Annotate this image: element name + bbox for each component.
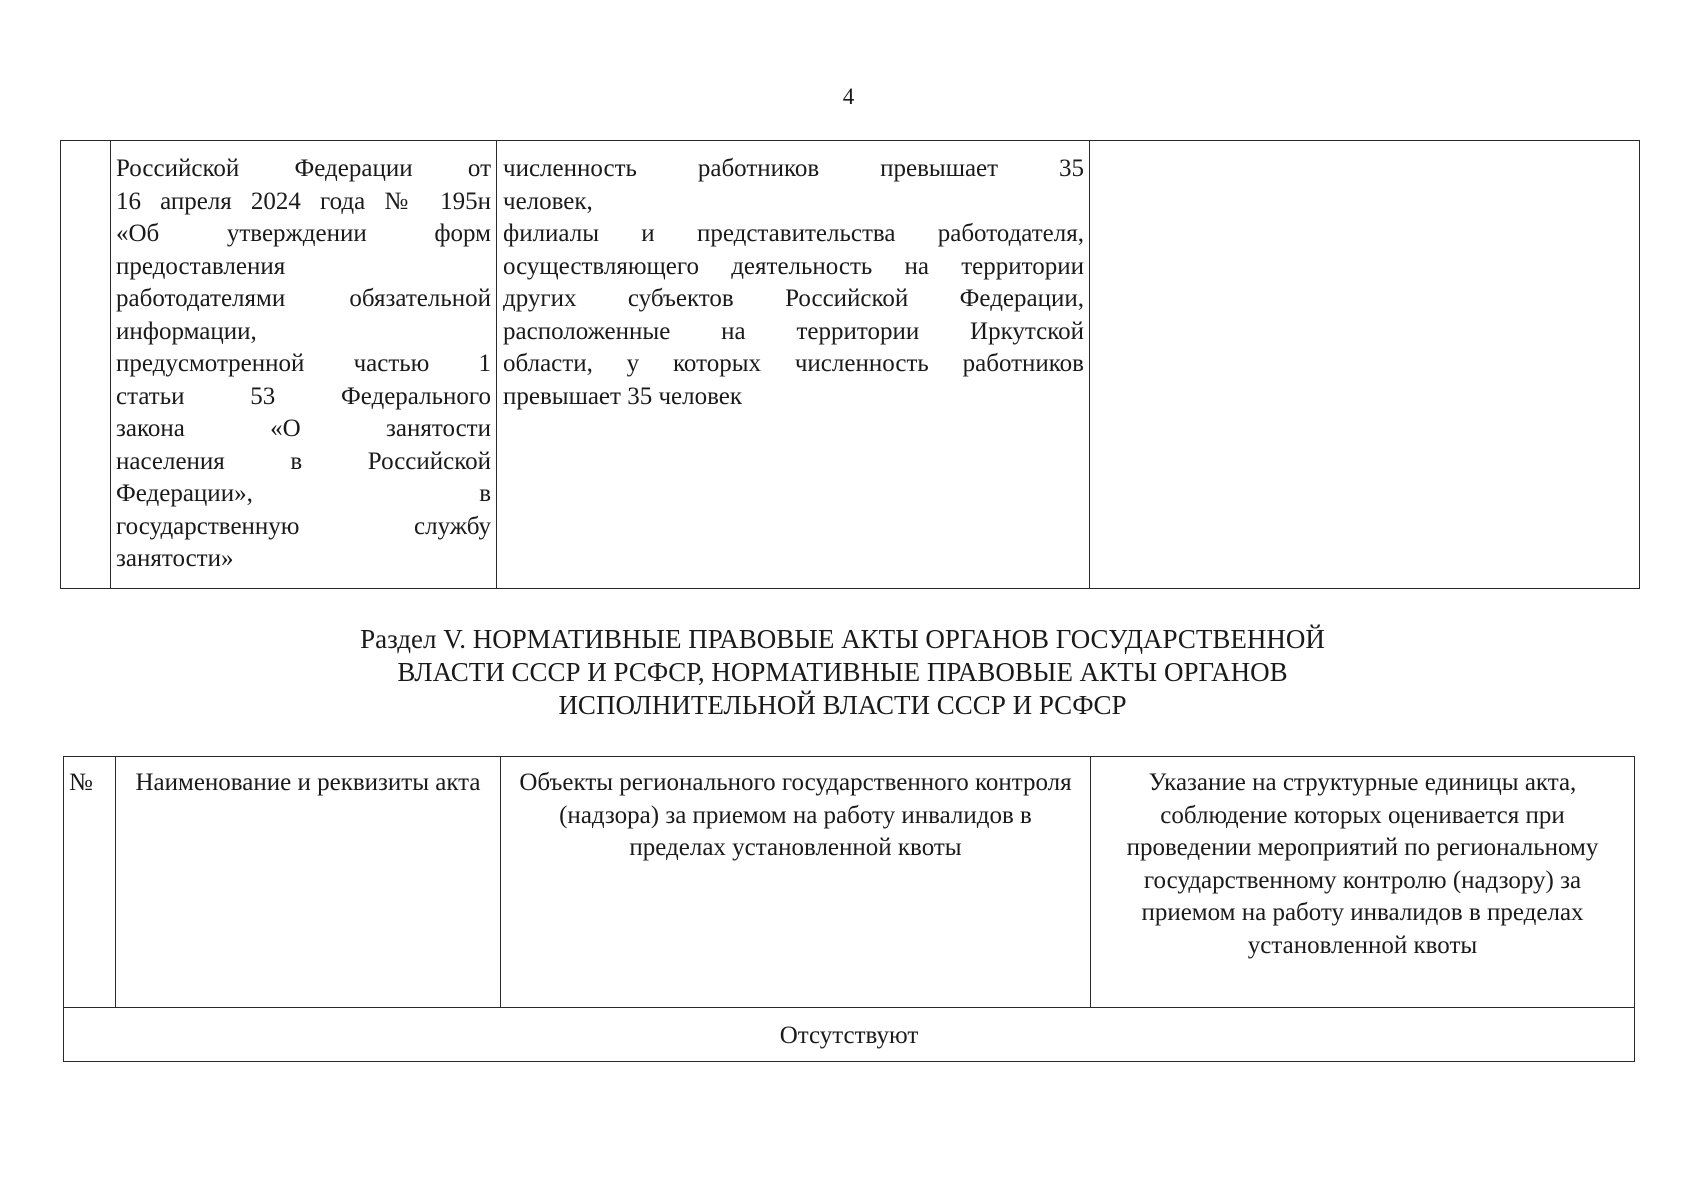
control-objects-line: численность работников превышает 35 (503, 155, 1084, 182)
act-name-line: занятости» (116, 545, 234, 572)
act-name-line: Федерации», в (116, 480, 491, 507)
column-header-number: № (64, 757, 116, 1008)
control-objects-text (497, 141, 1089, 425)
table-row (61, 141, 1640, 589)
control-objects-line: расположенные на территории Иркутской (503, 317, 1084, 345)
act-name-line: «Об утверждении форм (116, 220, 491, 247)
row-number-cell (61, 141, 111, 589)
act-name-line: предоставления (116, 252, 286, 280)
continuation-table (60, 140, 1640, 589)
page-number: 4 (842, 84, 855, 109)
act-name-line: 16 апреля 2024 года № 195н (116, 187, 491, 215)
act-name-line: предусмотренной частью 1 (116, 350, 491, 377)
column-header-act-name: Наименование и реквизиты акта (116, 757, 501, 1008)
column-header-control-objects: Объекты регионального государственного контроля (надзора) за приемом на работу инвалидов в пределах установленной квоты (501, 757, 1091, 1008)
section-v-table (63, 756, 1635, 1062)
act-name-text (111, 141, 496, 588)
section-heading-line: ИСПОЛНИТЕЛЬНОЙ ВЛАСТИ СССР И РСФСР (558, 690, 1127, 720)
control-objects-line: других субъектов Российской Федерации, (503, 285, 1084, 312)
structural-units-cell (1090, 141, 1640, 589)
section-heading-line: Раздел V. НОРМАТИВНЫЕ ПРАВОВЫЕ АКТЫ ОРГАНОВ ГОСУДАРСТВЕННОЙ (360, 624, 1325, 654)
column-header-structural-units: Указание на структурные единицы акта, соблюдение которых оценивается при проведении мероприятий по региональному государственному контролю (надзору) за приемом на работу инвалидов в пределах установленной квоты (1091, 757, 1635, 1008)
act-name-line: населения в Российской (116, 447, 491, 475)
act-name-line: закона «О занятости (116, 415, 491, 442)
act-name-line: информации, (116, 317, 257, 345)
absent-notice: Отсутствуют (64, 1008, 1635, 1062)
control-objects-cell (497, 141, 1090, 589)
act-name-cell (111, 141, 497, 589)
act-name-line: Российской Федерации от (116, 155, 491, 182)
control-objects-line: человек, (503, 187, 593, 215)
control-objects-line: филиалы и представительства работодателя, (503, 220, 1084, 247)
act-name-line: работодателями обязательной (116, 285, 491, 312)
control-objects-line: области, у которых численность работников (503, 350, 1084, 377)
act-name-line: государственную службу (116, 512, 491, 540)
act-name-line: статьи 53 Федерального (116, 382, 491, 410)
section-heading (200, 623, 1485, 722)
table-row (64, 1008, 1635, 1062)
control-objects-line: превышает 35 человек (503, 382, 742, 410)
control-objects-line: осуществляющего деятельность на территории (503, 252, 1084, 280)
table-header-row (64, 757, 1635, 1008)
section-heading-line: ВЛАСТИ СССР И РСФСР, НОРМАТИВНЫЕ ПРАВОВЫЕ АКТЫ ОРГАНОВ (397, 657, 1288, 687)
